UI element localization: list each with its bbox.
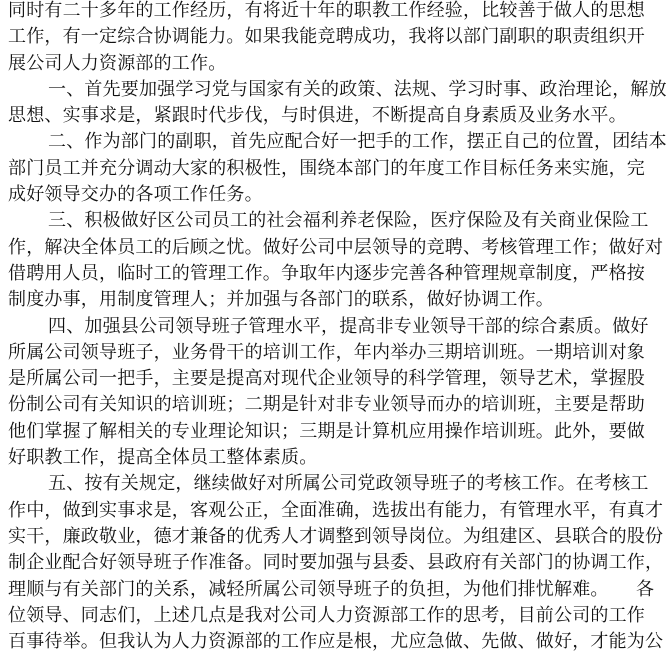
text-line: 是所属公司一把手，主要是提高对现代企业领导的科学管理，领导艺术，掌握股: [8, 368, 645, 390]
text-line: 成好领导交办的各项工作任务。: [8, 184, 263, 206]
text-line: 理顺与有关部门的关系，减轻所属公司领导班子的负担，为他们排忧解难。 各: [8, 578, 655, 600]
text-line: 四、加强县公司领导班子管理水平，提高非专业领导干部的综合素质。做好: [48, 315, 649, 337]
text-line: 百事待举。但我认为人力资源部的工作应是根，尤应急做、先做、做好，才能为公: [8, 631, 664, 653]
text-line: 位领导、同志们，上述几点是我对公司人力资源部工作的思考，目前公司的工作: [8, 604, 645, 626]
text-line: 借聘用人员，临时工的管理工作。争取年内逐步完善各种管理规章制度，严格按: [8, 262, 645, 284]
text-line: 作中，做到实事求是，客观公正，全面准确，选拔出有能力，有管理水平，有真才: [8, 499, 664, 521]
text-line: 所属公司领导班子，业务骨干的培训工作，年内举办三期培训班。一期培训对象: [8, 341, 645, 363]
text-line: 工作，有一定综合协调能力。如果我能竞聘成功，我将以部门副职的职责组织开: [8, 26, 645, 48]
text-line: 思想、实事求是，紧跟时代步伐，与时俱进，不断提高自身素质及业务水平。: [8, 105, 627, 127]
text-line: 制度办事，用制度管理人；并加强与各部门的联系，做好协调工作。: [8, 289, 554, 311]
text-line: 五、按有关规定，继续做好对所属公司党政领导班子的考核工作。在考核工: [48, 473, 649, 495]
text-line: 二、作为部门的副职，首先应配合好一把手的工作，摆正自己的位置，团结本: [48, 131, 667, 153]
text-line: 展公司人力资源部的工作。: [8, 52, 227, 74]
text-line: 作，解决全体员工的后顾之忧。做好公司中层领导的竞聘、考核管理工作；做好对: [8, 236, 664, 258]
text-line: 好职教工作，提高全体员工整体素质。: [8, 447, 318, 469]
text-line: 一、首先要加强学习党与国家有关的政策、法规、学习时事、政治理论，解放: [48, 78, 667, 100]
text-line: 份制公司有关知识的培训班；二期是针对非专业领导而办的培训班，主要是帮助: [8, 394, 645, 416]
text-line: 他们掌握了解相关的专业理论知识；三期是计算机应用操作培训班。此外，要做: [8, 420, 645, 442]
text-line: 三、积极做好区公司员工的社会福利养老保险，医疗保险及有关商业保险工: [48, 210, 649, 232]
text-line: 同时有二十多年的工作经历，有将近十年的职教工作经验，比较善于做人的思想: [8, 0, 645, 21]
text-line: 部门员工并充分调动大家的积极性，围绕本部门的年度工作目标任务来实施，完: [8, 157, 645, 179]
document-body: [8, 0, 667, 655]
text-line: 实干，廉政敬业，德才兼备的优秀人才调整到领导岗位。为组建区、县联合的股份: [8, 525, 664, 547]
text-line: 制企业配合好领导班子作准备。同时要加强与县委、县政府有关部门的协调工作，: [8, 552, 664, 574]
